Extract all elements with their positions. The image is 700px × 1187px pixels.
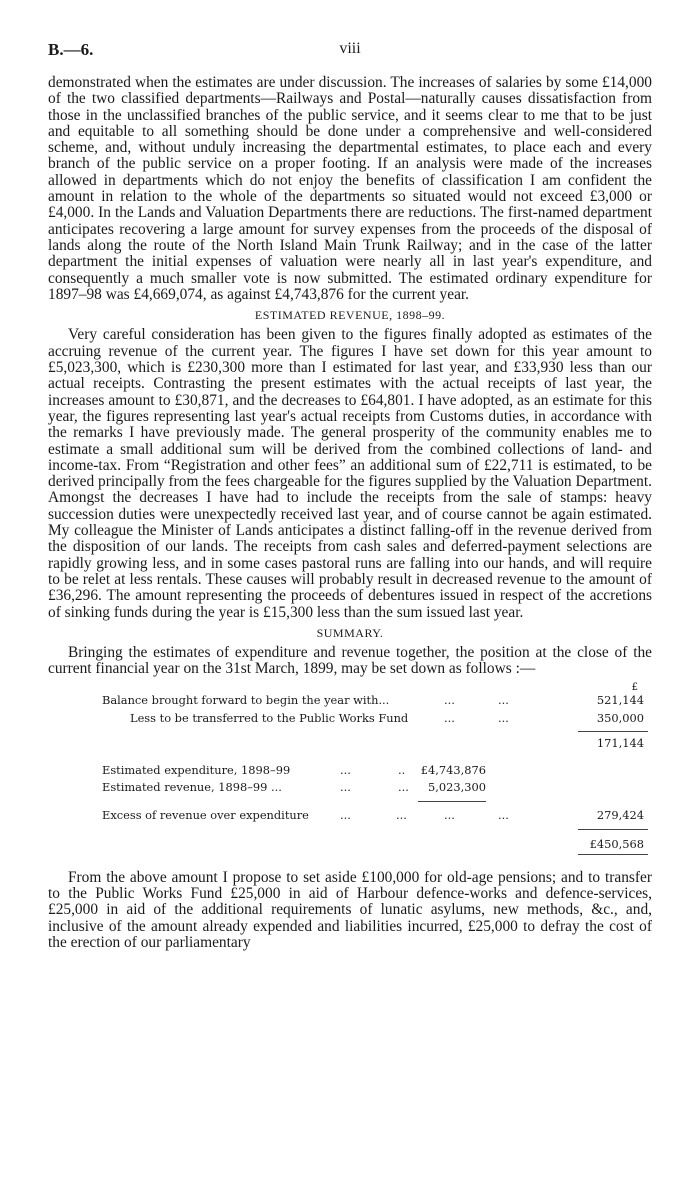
expenditure-value: £4,743,876	[420, 762, 486, 777]
excess-label: Excess of revenue over expenditure	[102, 807, 309, 822]
leader-dots: ...	[498, 692, 509, 707]
leader-dots: ...	[396, 807, 407, 822]
subtotal-rule	[578, 731, 648, 732]
leader-dots: ...	[340, 762, 351, 777]
table-row-balance	[48, 692, 652, 708]
subtotal-value: 171,144	[596, 735, 644, 750]
leader-dots: ...	[340, 807, 351, 822]
leader-dots: ..	[398, 762, 406, 777]
table-row-total	[48, 836, 652, 852]
table-row-excess	[48, 807, 652, 823]
less-value: 350,000	[596, 710, 644, 725]
paragraph-revenue: Very careful consideration has been given to the figures finally adopted as estimates of the accruing revenue of the current year. The figures I have set down for this year amount to £5,023,300, which is £230,300 more than I estimated for last year, and £33,930 less than our actual receipts. Contrasting the present estimates with the actual receipts of last year, the increases amount to £30,871, and the decreases to £64,801. I have adopted, as an estimate for this year, the figures representing last year's actual receipts from Customs duties, in accordance with the remarks I have previously made. The general prosperity of the community enables me to estimate a small additional sum will be derived from the combined collections of land- and income-tax. From “Registration and other fees” an additional sum of £22,711 is estimated, to be derived principally from the fees chargeable for the figures supplied by the Valuation Department. Amongst the decreases I have had to include the receipts from the sale of stamps: heavy succession duties were unexpectedly received last year, and of course cannot be again estimated. My colleague the Minister of Lands anticipates a distinct falling-off in the revenue derived from the disposition of our lands. The receipts from cash sales and deferred-payment selections are rapidly growing less, and in some cases pastoral runs are falling into our hands, and will require to be relet at less rentals. These causes will probably result in decreased revenue to the amount of £36,296. The amount representing the proceeds of debentures issued in respect of the accretions of sinking funds during the year is £15,300 less than the sum issued last year.	[48, 326, 652, 621]
section-heading-summary: SUMMARY.	[316, 625, 384, 640]
balance-label: Balance brought forward to begin the year with...	[102, 692, 390, 707]
table-row-revenue	[48, 779, 652, 795]
difference-rule	[418, 801, 486, 802]
document-body	[48, 75, 652, 951]
table-row-expenditure	[48, 762, 652, 778]
paragraph-allocation: From the above amount I propose to set aside £100,000 for old-age pensions; and to transfer to the Public Works Fund £25,000 in aid of Harbour defence-works and defence-services, £25,000 in aid of the additional requirements of lunatic asylums, new methods, &c., and, inclusive of the amount already expended and liabilities incurred, £25,000 to defray the cost of the erection of our parliamentary	[48, 868, 652, 951]
revenue-label: Estimated revenue, 1898–99 ...	[102, 779, 282, 794]
expenditure-label: Estimated expenditure, 1898–99	[102, 762, 291, 777]
excess-value: 279,424	[596, 807, 644, 822]
leader-dots: ...	[444, 710, 455, 725]
section-heading-estimated-revenue: ESTIMATED REVENUE, 1898–99.	[254, 308, 446, 323]
summary-table	[48, 680, 652, 870]
page-header	[48, 40, 652, 62]
less-label: Less to be transferred to the Public Works Fund	[130, 710, 409, 725]
leader-dots: ...	[398, 779, 409, 794]
leader-dots: ...	[498, 710, 509, 725]
total-rule	[578, 829, 648, 830]
balance-value: 521,144	[596, 692, 644, 707]
page-number: viii	[339, 40, 361, 57]
leader-dots: ...	[444, 692, 455, 707]
currency-symbol: £	[631, 681, 638, 693]
table-row-less	[48, 710, 652, 726]
document-reference: B.—6.	[48, 40, 94, 59]
total-value: £450,568	[589, 836, 644, 851]
total-underline	[578, 854, 648, 855]
leader-dots: ...	[498, 807, 509, 822]
revenue-value: 5,023,300	[428, 779, 486, 794]
paragraph-salaries: demonstrated when the estimates are under discussion. The increases of salaries by some £14,000 of the two classified departments—Railways and Postal—naturally causes dissatisfaction from those in the unclassified branches of the public service, and it seems clear to me that to be just and equitable to all something should be done under a comprehensive and well-considered scheme, and, without unduly increasing the departmental estimates, to place each and every branch of the public service on a proper footing. If an analysis were made of the increases allowed in departments which do not enjoy the benefits of classification I am confident the amount in relation to the whole of the departments so situated would not exceed £3,000 or £4,000. In the Lands and Valuation Departments there are reductions. The first-named department anticipates recovering a large amount for survey expenses from the proceeds of the disposal of lands along the route of the North Island Main Trunk Railway; and in the case of the latter department the initial expenses of valuation were nearly all in last year's expenditure, and consequently a much smaller vote is now submitted. The estimated ordinary expenditure for 1897–98 was £4,669,074, as against £4,743,876 for the current year.	[48, 74, 652, 303]
leader-dots: ...	[340, 779, 351, 794]
leader-dots: ...	[444, 807, 455, 822]
paragraph-summary-intro: Bringing the estimates of expenditure and revenue together, the position at the close of the current financial year on the 31st March, 1899, may be set down as follows :—	[48, 644, 652, 678]
table-row-subtotal	[48, 735, 652, 751]
